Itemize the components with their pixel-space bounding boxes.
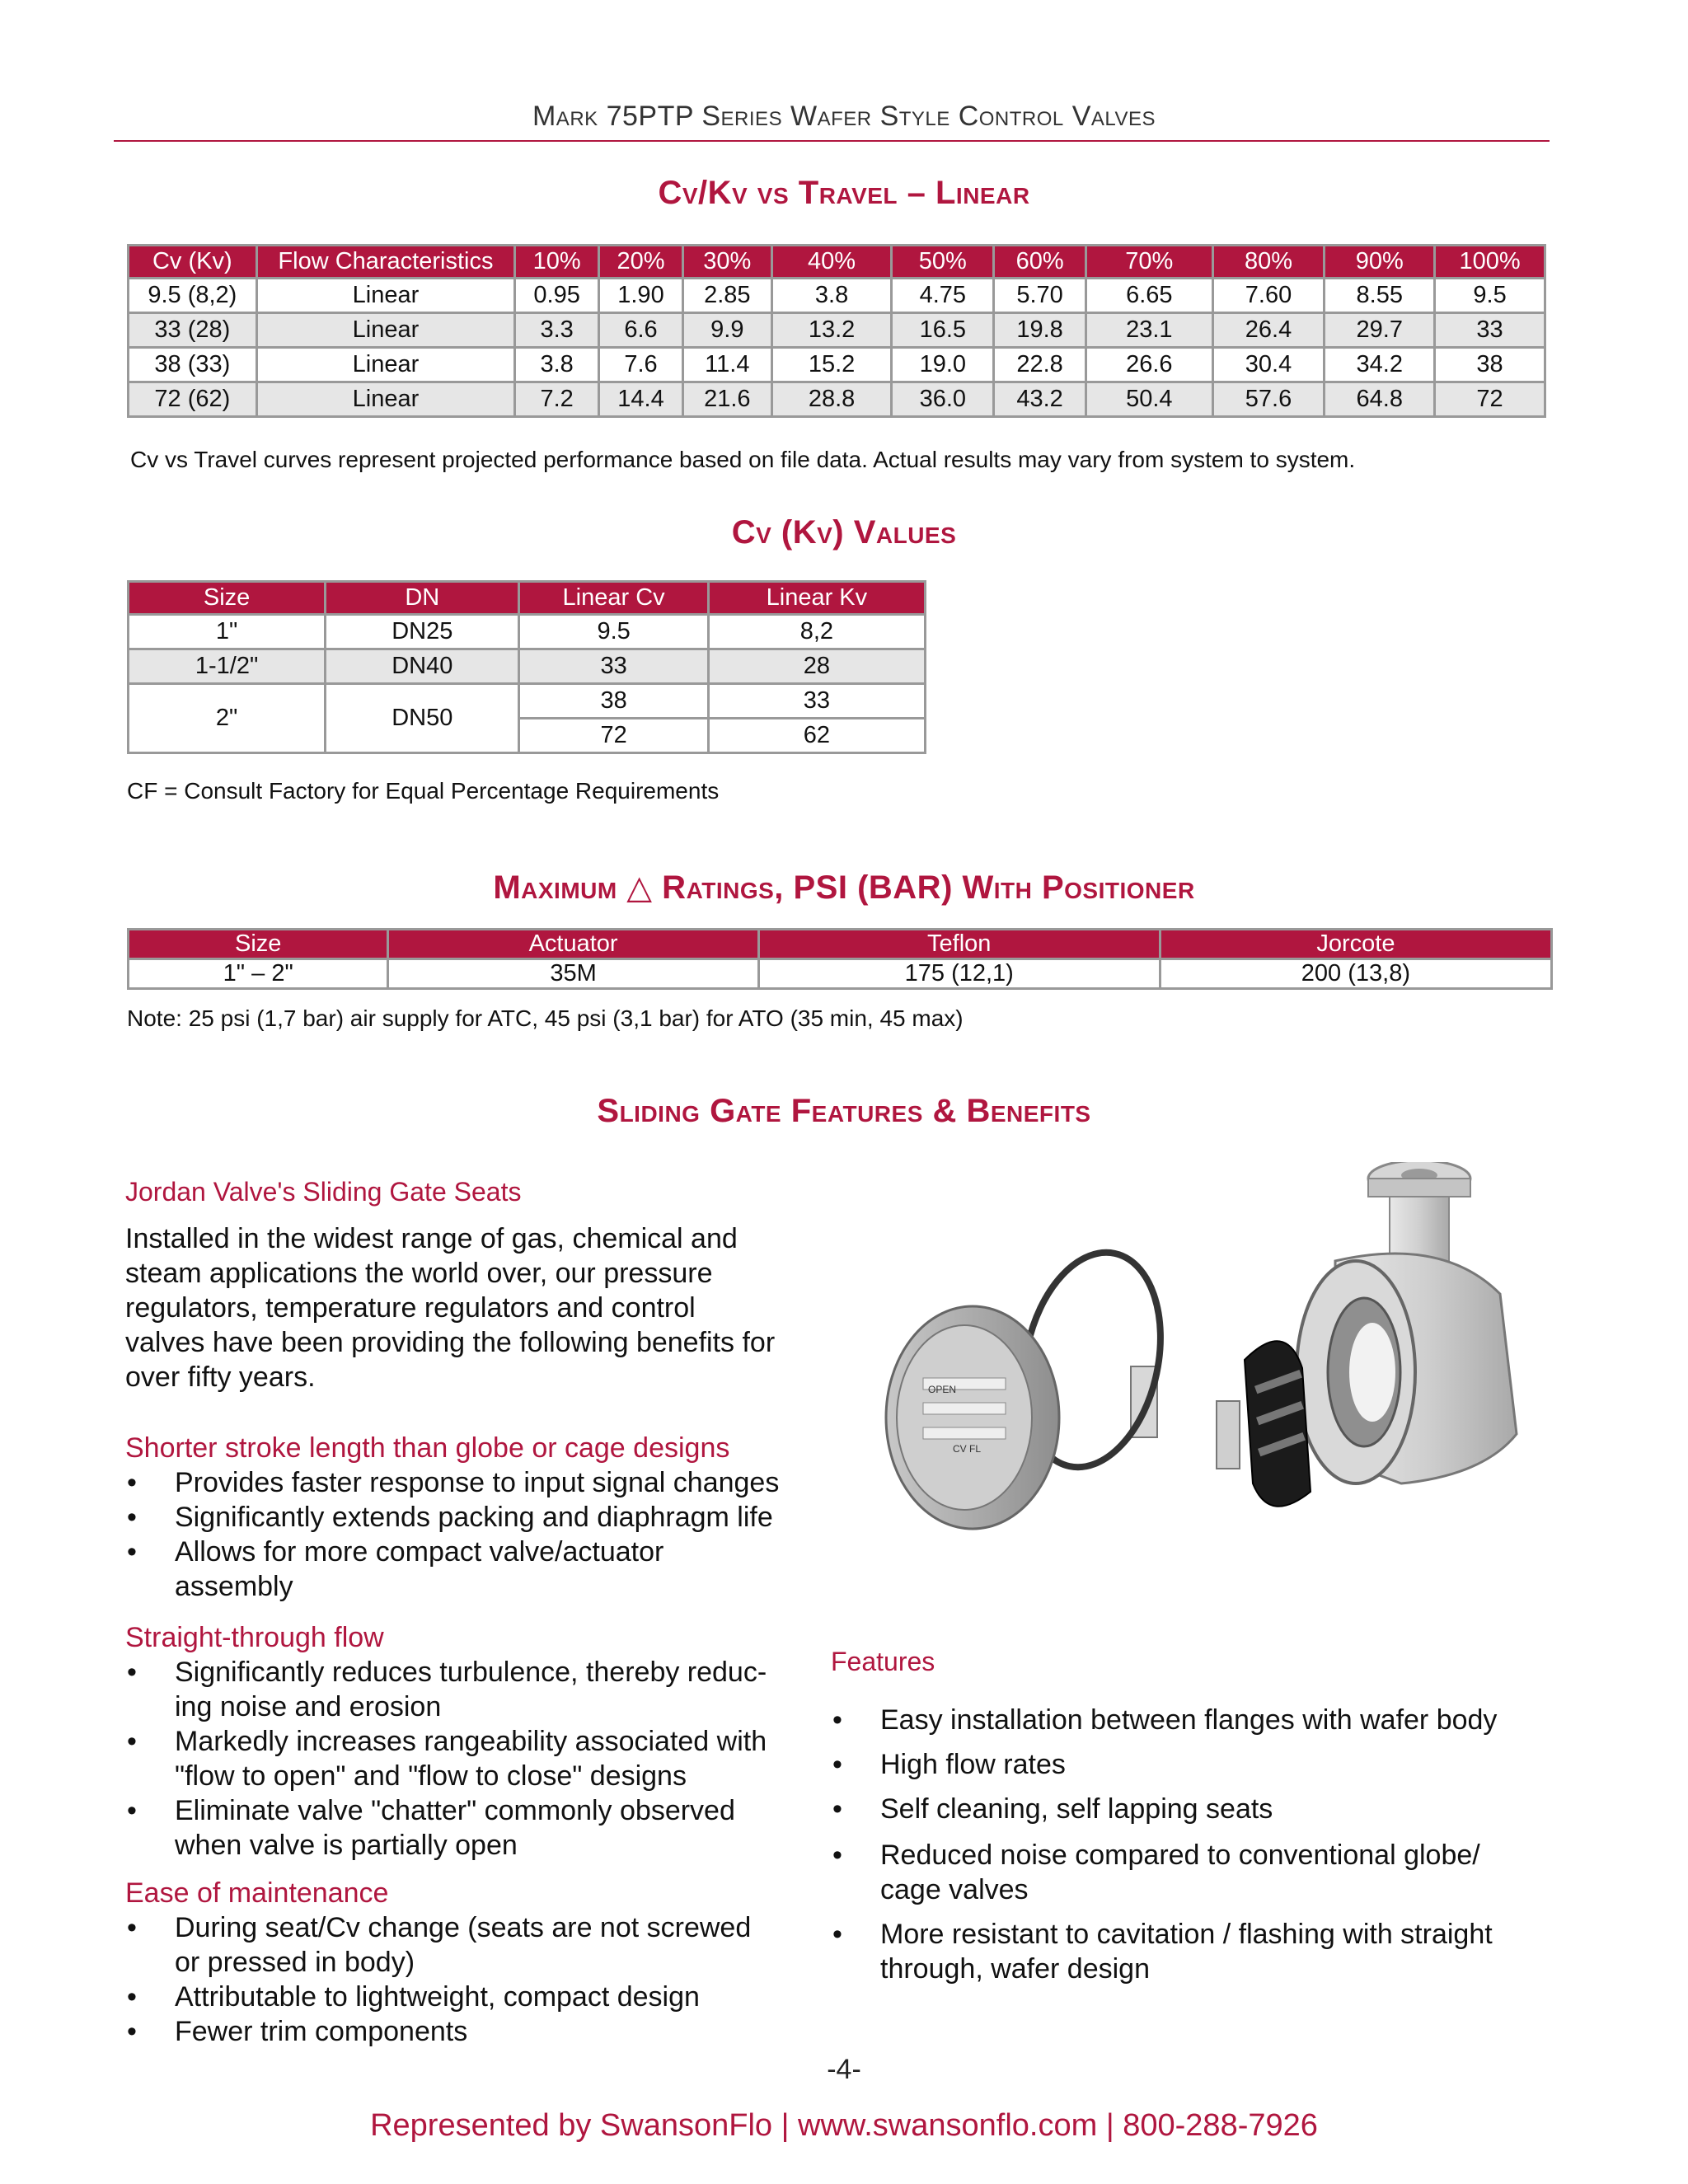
features-list: [831, 1703, 1556, 1986]
table-cell: 34.2: [1325, 348, 1435, 382]
table-row: [129, 382, 1545, 417]
table-cell: 6.6: [599, 313, 683, 348]
list-item: • Self cleaning, self lapping seats: [831, 1792, 1556, 1826]
col-header: Jorcote: [1160, 930, 1551, 959]
table-cell: 62: [708, 719, 925, 753]
table-cell: 14.4: [599, 382, 683, 417]
table-cell: 4.75: [892, 279, 994, 313]
table-cell: 19.0: [892, 348, 994, 382]
cv-values-table: [127, 580, 926, 754]
benefit-list: [125, 1910, 851, 2049]
col-header: 60%: [994, 246, 1086, 279]
intro-line: over fifty years.: [125, 1361, 316, 1393]
table-cell: 13.2: [771, 313, 892, 348]
table-cell: 6.65: [1086, 279, 1213, 313]
page-number: -4-: [827, 2054, 861, 2085]
benefit-list: [125, 1655, 851, 1863]
svg-text:CV FL: CV FL: [953, 1443, 982, 1455]
table-cell: 200 (13,8): [1160, 959, 1551, 989]
table-cell: 38: [1435, 348, 1545, 382]
table-cell: 9.9: [682, 313, 771, 348]
benefit-group-heading: Straight-through flow: [125, 1622, 384, 1653]
cv-travel-table: [127, 244, 1546, 418]
table-cell: 11.4: [682, 348, 771, 382]
table-cell: 29.7: [1325, 313, 1435, 348]
col-header: 50%: [892, 246, 994, 279]
list-item: • During seat/Cv change (seats are not screwed or pressed in body): [125, 1910, 851, 1980]
list-item: • Reduced noise compared to conventional globe/ cage valves: [831, 1838, 1556, 1907]
table-cell: 3.8: [771, 279, 892, 313]
table-cell: 26.6: [1086, 348, 1213, 382]
table-cell: 16.5: [892, 313, 994, 348]
col-header: 80%: [1212, 246, 1325, 279]
col-header: Cv (Kv): [129, 246, 257, 279]
seat-piece: [1217, 1401, 1240, 1469]
col-header: 20%: [599, 246, 683, 279]
table-cell: 35M: [388, 959, 758, 989]
col-header: 30%: [682, 246, 771, 279]
table-cell: DN40: [326, 649, 519, 684]
table-cell: 3.8: [515, 348, 599, 382]
intro-paragraph: [125, 1221, 851, 1394]
col-header: 40%: [771, 246, 892, 279]
benefit-group-heading: Shorter stroke length than globe or cage designs: [125, 1432, 730, 1464]
col-header: Size: [129, 582, 326, 615]
table-cell: 3.3: [515, 313, 599, 348]
table-cell: 2": [129, 684, 326, 753]
table-row: [129, 615, 926, 649]
col-header: Teflon: [758, 930, 1160, 959]
table-cell: 33 (28): [129, 313, 257, 348]
col-header: Linear Cv: [519, 582, 708, 615]
wafer-disc: [886, 1306, 1059, 1529]
cv-travel-title: Cv/Kv vs Travel – Linear: [658, 175, 1030, 211]
table-cell: 8.55: [1325, 279, 1435, 313]
list-item: • Fewer trim components: [125, 2014, 851, 2049]
ratings-title: Maximum △ Ratings, PSI (BAR) With Positioner: [493, 869, 1195, 906]
cv-values-note: CF = Consult Factory for Equal Percentage Requirements: [127, 778, 720, 804]
cv-travel-header-row: [129, 246, 1545, 279]
ratings-note: Note: 25 psi (1,7 bar) air supply for ATC, 45 psi (3,1 bar) for ATO (35 min, 45 max): [127, 1005, 964, 1031]
table-cell: 1": [129, 615, 326, 649]
list-item: • Significantly extends packing and diaphragm life: [125, 1500, 851, 1535]
col-header: Linear Kv: [708, 582, 925, 615]
document-header-title: Mark 75PTP Series Wafer Style Control Valves: [532, 101, 1156, 132]
table-cell: 57.6: [1212, 382, 1325, 417]
col-header: 100%: [1435, 246, 1545, 279]
table-cell: 64.8: [1325, 382, 1435, 417]
list-item: • Easy installation between flanges with wafer body: [831, 1703, 1556, 1737]
table-cell: Linear: [256, 313, 515, 348]
benefit-list: [125, 1465, 851, 1604]
table-cell: Linear: [256, 348, 515, 382]
table-row: [129, 649, 926, 684]
table-cell: 19.8: [994, 313, 1086, 348]
table-cell: 33: [1435, 313, 1545, 348]
table-cell: 28: [708, 649, 925, 684]
col-header: 70%: [1086, 246, 1213, 279]
ratings-header-row: [129, 930, 1552, 959]
table-cell: 43.2: [994, 382, 1086, 417]
col-header: 10%: [515, 246, 599, 279]
table-row: [129, 279, 1545, 313]
col-header: Size: [129, 930, 388, 959]
list-item: • Attributable to lightweight, compact design: [125, 1980, 851, 2014]
list-item: • Provides faster response to input signal changes: [125, 1465, 851, 1500]
table-cell: 5.70: [994, 279, 1086, 313]
table-cell: 1" – 2": [129, 959, 388, 989]
table-cell: Linear: [256, 382, 515, 417]
table-cell: 28.8: [771, 382, 892, 417]
table-cell: 33: [519, 649, 708, 684]
table-cell: 15.2: [771, 348, 892, 382]
features-section-title: Sliding Gate Features & Benefits: [597, 1093, 1091, 1129]
table-cell: 72: [1435, 382, 1545, 417]
table-cell: DN25: [326, 615, 519, 649]
table-cell: 0.95: [515, 279, 599, 313]
table-cell: 72: [519, 719, 708, 753]
table-cell: 26.4: [1212, 313, 1325, 348]
table-cell: 9.5: [1435, 279, 1545, 313]
table-cell: 7.6: [599, 348, 683, 382]
table-cell: DN50: [326, 684, 519, 753]
table-cell: 175 (12,1): [758, 959, 1160, 989]
intro-line: regulators, temperature regulators and control: [125, 1292, 696, 1324]
table-cell: 30.4: [1212, 348, 1325, 382]
table-cell: 22.8: [994, 348, 1086, 382]
benefit-group-heading: Ease of maintenance: [125, 1877, 389, 1909]
col-header: Flow Characteristics: [256, 246, 515, 279]
table-cell: 38: [519, 684, 708, 719]
intro-line: steam applications the world over, our pressure: [125, 1258, 713, 1289]
cv-values-title: Cv (Kv) Values: [731, 514, 957, 551]
list-item: • Significantly reduces turbulence, thereby reduc- ing noise and erosion: [125, 1655, 851, 1724]
table-cell: 72 (62): [129, 382, 257, 417]
table-cell: 33: [708, 684, 925, 719]
features-heading: Features: [831, 1647, 935, 1676]
table-row: [129, 313, 1545, 348]
table-cell: 9.5 (8,2): [129, 279, 257, 313]
table-cell: 50.4: [1086, 382, 1213, 417]
table-cell: 23.1: [1086, 313, 1213, 348]
table-row: [129, 959, 1552, 989]
table-cell: 2.85: [682, 279, 771, 313]
svg-text:OPEN: OPEN: [928, 1384, 957, 1395]
col-header: Actuator: [388, 930, 758, 959]
list-item: • Eliminate valve "chatter" commonly observed when valve is partially open: [125, 1793, 851, 1863]
valve-body: [1296, 1162, 1517, 1483]
table-row: [129, 348, 1545, 382]
cv-values-header-row: [129, 582, 926, 615]
list-item: • Markedly increases rangeability associated with "flow to open" and "flow to close" designs: [125, 1724, 851, 1793]
table-cell: 21.6: [682, 382, 771, 417]
table-cell: 36.0: [892, 382, 994, 417]
table-cell: 1.90: [599, 279, 683, 313]
list-item: • Allows for more compact valve/actuator assembly: [125, 1535, 851, 1604]
intro-line: Installed in the widest range of gas, chemical and: [125, 1223, 738, 1254]
list-item: • More resistant to cavitation / flashing with straight through, wafer design: [831, 1917, 1556, 1986]
table-row: [129, 684, 926, 719]
ratings-table: [127, 928, 1553, 990]
list-item: • High flow rates: [831, 1747, 1556, 1782]
col-header: 90%: [1325, 246, 1435, 279]
table-cell: 1-1/2": [129, 649, 326, 684]
slotted-gate-plate: [1245, 1341, 1311, 1507]
sliding-gate-seats-heading: Jordan Valve's Sliding Gate Seats: [125, 1177, 522, 1207]
table-cell: 7.2: [515, 382, 599, 417]
table-cell: Linear: [256, 279, 515, 313]
valve-exploded-illustration: [874, 1162, 1566, 1624]
cv-travel-note: Cv vs Travel curves represent projected performance based on file data. Actual results may vary from system to system.: [130, 447, 1356, 472]
footer-representation: Represented by SwansonFlo | www.swansonflo.com | 800-288-7926: [370, 2108, 1318, 2143]
header-divider: [114, 140, 1550, 142]
table-cell: 8,2: [708, 615, 925, 649]
table-cell: 7.60: [1212, 279, 1325, 313]
intro-line: valves have been providing the following benefits for: [125, 1327, 776, 1358]
table-cell: 9.5: [519, 615, 708, 649]
table-cell: 38 (33): [129, 348, 257, 382]
col-header: DN: [326, 582, 519, 615]
